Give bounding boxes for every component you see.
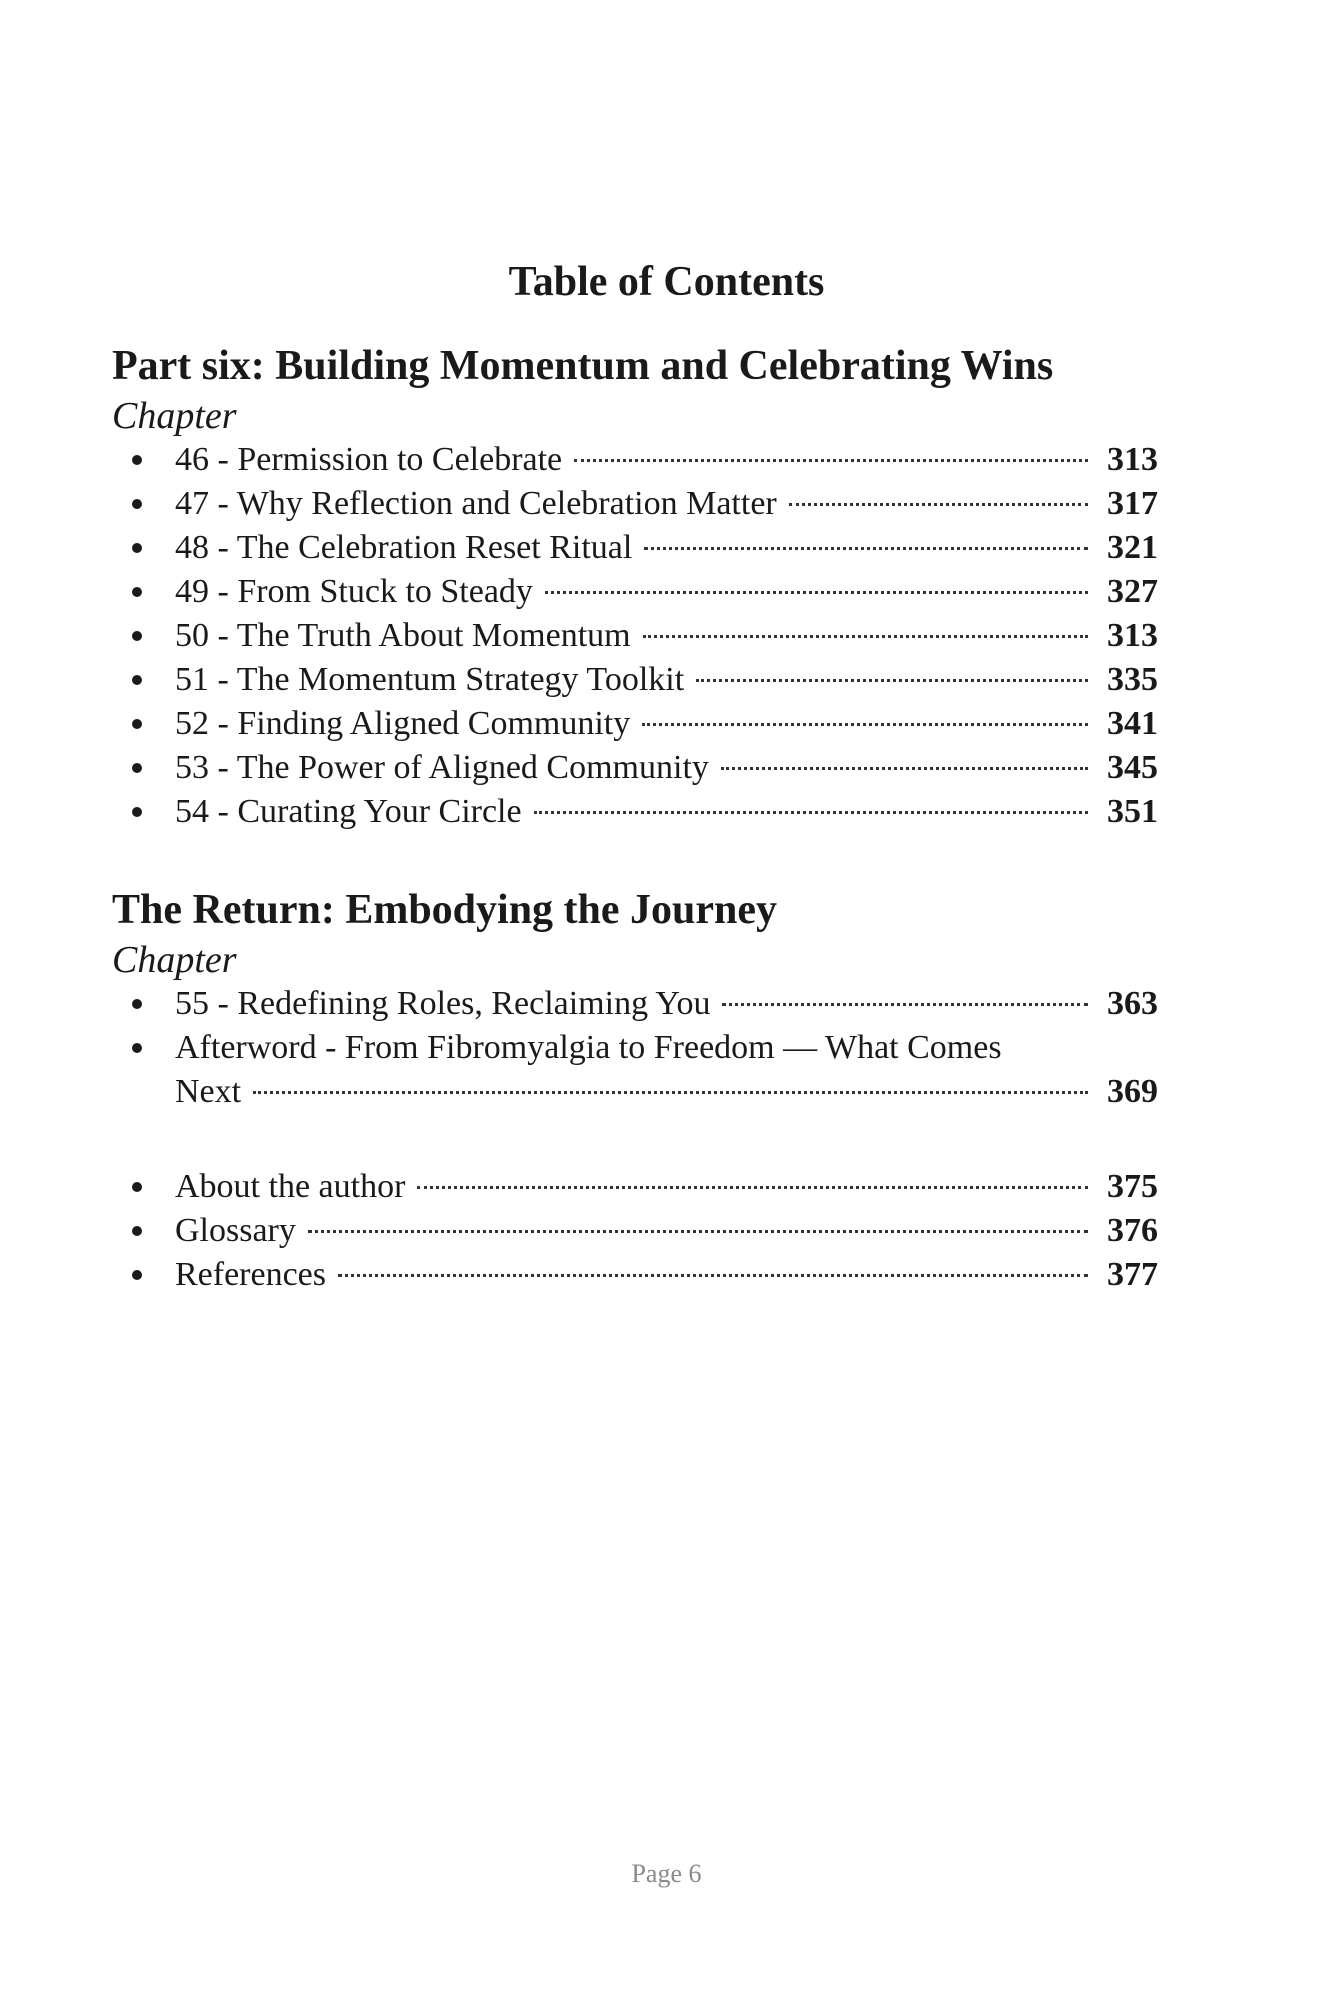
toc-entry-references[interactable] [112, 1253, 1158, 1297]
toc-page-number: 369 [1107, 1073, 1158, 1110]
toc-entry-47[interactable] [112, 482, 1158, 526]
toc-entry-46[interactable] [112, 438, 1158, 482]
dot-leader [574, 459, 1088, 462]
toc-entry-title: 48 - The Celebration Reset Ritual [175, 529, 633, 566]
toc-entry-53[interactable] [112, 746, 1158, 790]
toc-entry-title: About the author [175, 1168, 406, 1205]
bullet-icon [132, 587, 142, 597]
bullet-icon [132, 1182, 142, 1192]
toc-entry-title: 52 - Finding Aligned Community [175, 705, 631, 742]
toc-entry-about-author[interactable] [112, 1165, 1158, 1209]
toc-entry-title-line2: Next [175, 1073, 242, 1110]
bullet-icon [132, 631, 142, 641]
dot-leader [534, 811, 1088, 814]
toc-entry-title: 53 - The Power of Aligned Community [175, 749, 709, 786]
toc-page-number: 313 [1107, 617, 1158, 654]
dot-leader [696, 679, 1088, 682]
toc-page-number: 345 [1107, 749, 1158, 786]
toc-entry-title: 47 - Why Reflection and Celebration Matter [175, 485, 777, 522]
toc-page-number: 313 [1107, 441, 1158, 478]
bullet-icon [132, 999, 142, 1009]
toc-entry-49[interactable] [112, 570, 1158, 614]
bullet-icon [132, 1270, 142, 1280]
bullet-icon [132, 675, 142, 685]
part-six-section [112, 340, 1158, 834]
toc-entry-title: 51 - The Momentum Strategy Toolkit [175, 661, 685, 698]
part-six-toc-list [112, 438, 1158, 834]
toc-entry-48[interactable] [112, 526, 1158, 570]
toc-page-number: 341 [1107, 705, 1158, 742]
dot-leader [789, 503, 1088, 506]
dot-leader [644, 547, 1088, 550]
toc-page-number: 327 [1107, 573, 1158, 610]
toc-entry-title: 49 - From Stuck to Steady [175, 573, 533, 610]
back-matter-toc-list [112, 1165, 1158, 1297]
dot-leader [545, 591, 1088, 594]
bullet-icon [132, 1043, 142, 1053]
page-footer: Page 6 [631, 1859, 702, 1888]
the-return-heading: The Return: Embodying the Journey [112, 887, 778, 933]
part-six-chapter-label: Chapter [112, 395, 237, 437]
toc-entry-afterword[interactable] [112, 1026, 1158, 1114]
dot-leader [722, 1003, 1088, 1006]
the-return-toc-list [112, 982, 1158, 1114]
the-return-section [112, 884, 1158, 1114]
toc-entry-52[interactable] [112, 702, 1158, 746]
back-matter-section [112, 1165, 1158, 1297]
toc-page-number: 377 [1107, 1256, 1158, 1293]
dot-leader [417, 1186, 1088, 1189]
dot-leader [721, 767, 1088, 770]
toc-entry-54[interactable] [112, 790, 1158, 834]
toc-page-number: 376 [1107, 1212, 1158, 1249]
toc-entry-55[interactable] [112, 982, 1158, 1026]
the-return-chapter-label: Chapter [112, 939, 237, 981]
toc-entry-title: 55 - Redefining Roles, Reclaiming You [175, 985, 711, 1022]
toc-entry-title: 50 - The Truth About Momentum [175, 617, 631, 654]
bullet-icon [132, 543, 142, 553]
toc-page-number: 335 [1107, 661, 1158, 698]
toc-page-number: 321 [1107, 529, 1158, 566]
bullet-icon [132, 763, 142, 773]
toc-entry-50[interactable] [112, 614, 1158, 658]
dot-leader [308, 1230, 1088, 1233]
page-title: Table of Contents [508, 259, 825, 305]
toc-entry-title: 46 - Permission to Celebrate [175, 441, 563, 478]
dot-leader [253, 1091, 1088, 1094]
bullet-icon [132, 807, 142, 817]
toc-entry-title: References [175, 1256, 327, 1293]
toc-page-number: 375 [1107, 1168, 1158, 1205]
part-six-heading: Part six: Building Momentum and Celebrating Wins [112, 343, 1054, 389]
toc-entry-glossary[interactable] [112, 1209, 1158, 1253]
toc-page-number: 363 [1107, 985, 1158, 1022]
dot-leader [338, 1274, 1088, 1277]
bullet-icon [132, 455, 142, 465]
toc-entry-51[interactable] [112, 658, 1158, 702]
toc-page-number: 351 [1107, 793, 1158, 830]
bullet-icon [132, 499, 142, 509]
toc-entry-title-line1: Afterword - From Fibromyalgia to Freedom — What Comes [175, 1029, 1002, 1066]
bullet-icon [132, 1226, 142, 1236]
toc-entry-title: 54 - Curating Your Circle [175, 793, 522, 830]
dot-leader [642, 723, 1088, 726]
toc-page-number: 317 [1107, 485, 1158, 522]
dot-leader [643, 635, 1088, 638]
toc-entry-title: Glossary [175, 1212, 296, 1249]
bullet-icon [132, 719, 142, 729]
